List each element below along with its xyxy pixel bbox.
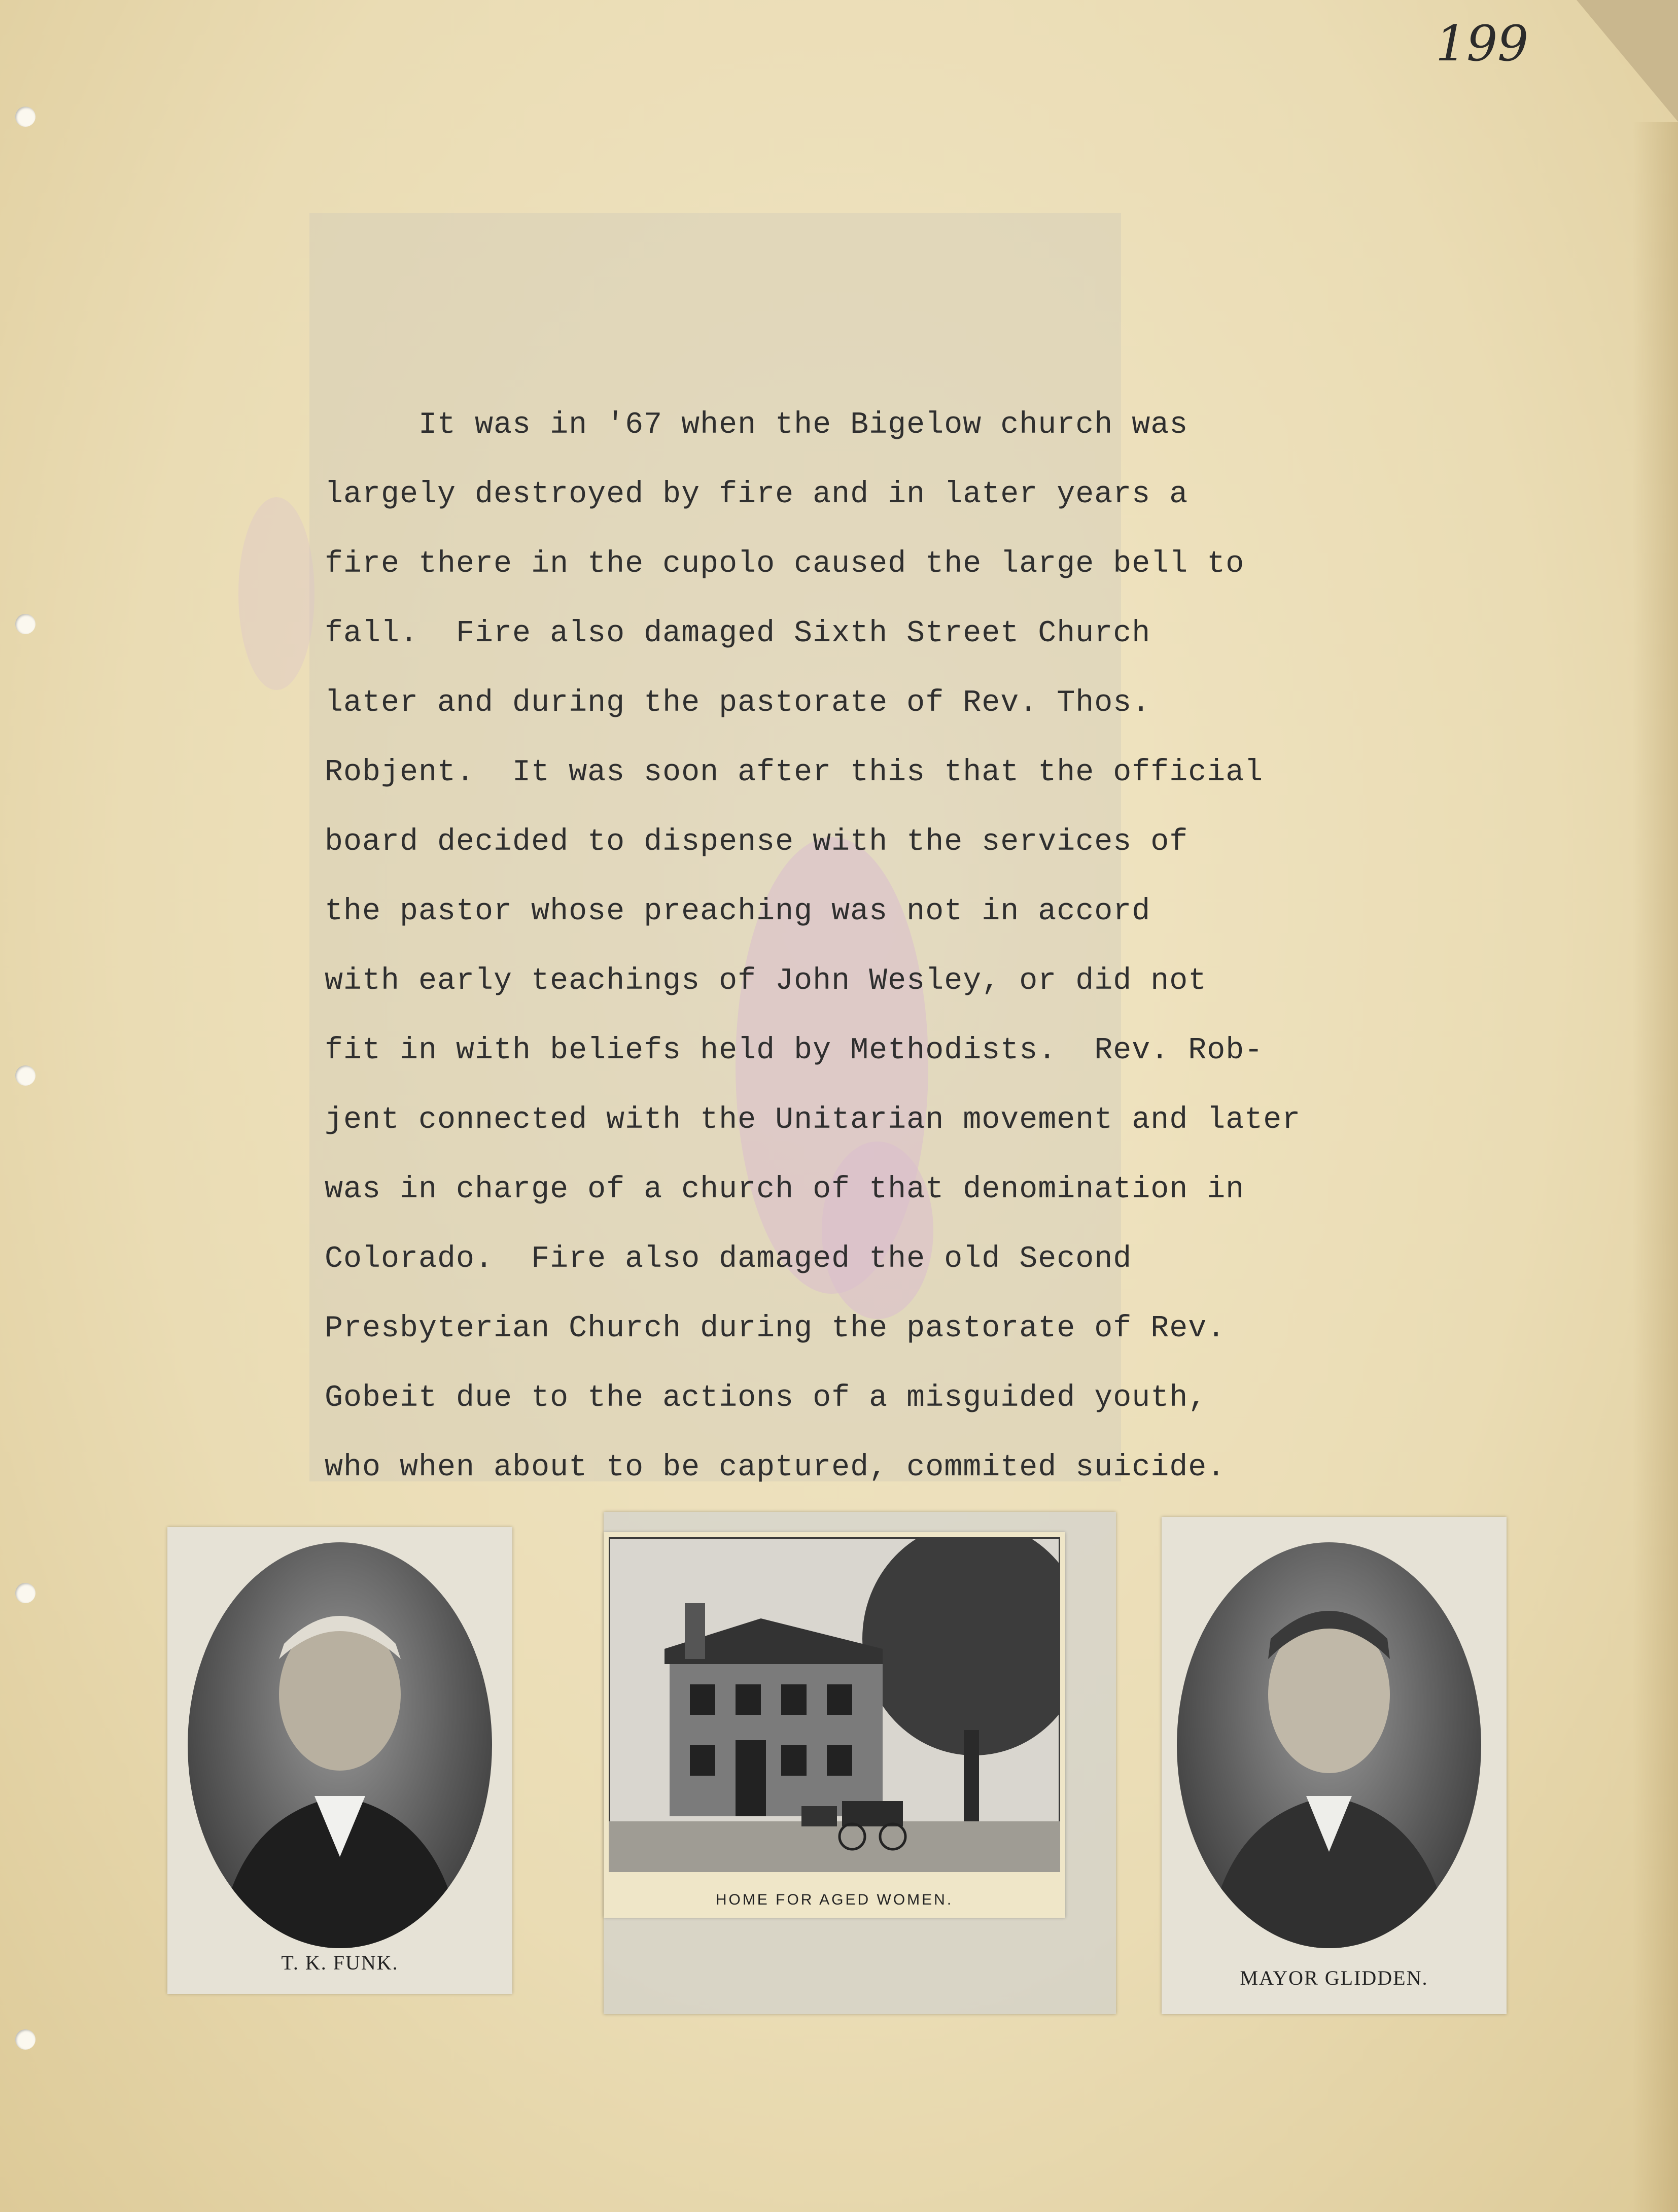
caption-home: HOME FOR AGED WOMEN. — [715, 1891, 954, 1908]
portrait-funk — [188, 1542, 492, 1948]
page-number: 199 — [1436, 15, 1529, 72]
typed-line: was in charge of a church of that denomination in — [325, 1172, 1245, 1207]
portrait-funk-figure — [188, 1542, 492, 1948]
typed-line: It was in '67 when the Bigelow church was — [325, 408, 1188, 442]
binder-hole-3 — [15, 1065, 36, 1086]
binder-hole-1 — [15, 107, 36, 127]
typed-line: largely destroyed by fire and in later years a — [325, 477, 1188, 512]
binder-hole-2 — [15, 614, 36, 634]
binder-hole-5 — [15, 2029, 36, 2050]
page-edge-shadow — [1632, 122, 1678, 2212]
paper-stain-3 — [238, 497, 314, 690]
typed-line: fire there in the cupolo caused the large bell to — [325, 547, 1245, 581]
typed-text — [325, 391, 1420, 1485]
typed-line: Colorado. Fire also damaged the old Second — [325, 1242, 1132, 1276]
binder-hole-4 — [15, 1583, 36, 1603]
portrait-glidden-figure — [1177, 1542, 1481, 1948]
typed-line: jent connected with the Unitarian movement and later — [325, 1103, 1301, 1137]
typed-line: fall. Fire also damaged Sixth Street Church — [325, 616, 1151, 651]
caption-glidden: MAYOR GLIDDEN. — [1240, 1966, 1428, 1989]
typed-line: fit in with beliefs held by Methodists. Rev. Rob- — [325, 1033, 1264, 1068]
typed-line: the pastor whose preaching was not in accord — [325, 894, 1151, 929]
portrait-glidden — [1177, 1542, 1481, 1948]
engraving-home-for-aged-women — [609, 1537, 1060, 1872]
torn-corner — [1577, 0, 1678, 122]
typed-line: Robjent. It was soon after this that the official — [325, 755, 1264, 790]
typed-line: Presbyterian Church during the pastorate of Rev. — [325, 1311, 1226, 1346]
caption-funk: T. K. FUNK. — [281, 1951, 399, 1974]
typed-line: Gobeit due to the actions of a misguided youth, — [325, 1381, 1207, 1415]
typed-line: who when about to be captured, commited suicide. — [325, 1450, 1226, 1485]
typed-line: later and during the pastorate of Rev. Thos. — [325, 686, 1151, 720]
typed-line: with early teachings of John Wesley, or did not — [325, 964, 1207, 998]
typed-line: board decided to dispense with the services of — [325, 825, 1188, 859]
